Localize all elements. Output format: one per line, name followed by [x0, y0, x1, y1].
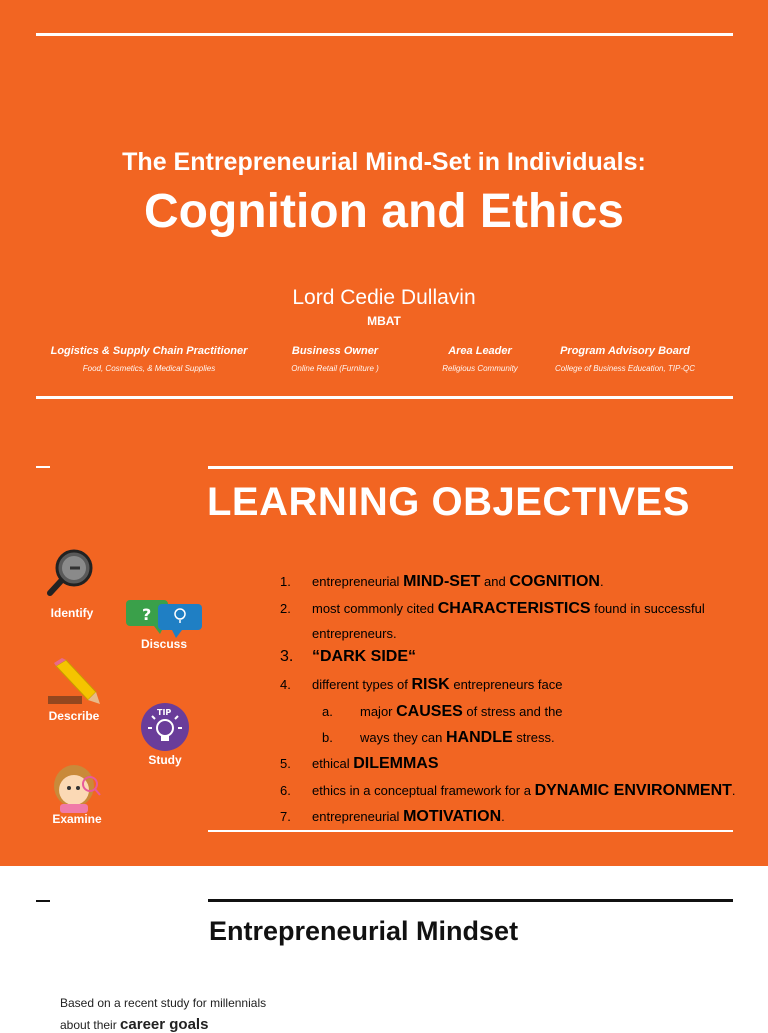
mindset-title: Entrepreneurial Mindset: [209, 916, 519, 946]
slide-title: Cognition and Ethics: [144, 185, 624, 238]
list-item: [280, 755, 439, 773]
slide-marker: [36, 900, 50, 902]
lightbulb-tip-icon: [140, 702, 190, 752]
item-keyword: CHARACTERISTICS: [437, 600, 591, 617]
item-number: 6.: [280, 783, 291, 798]
item-text: of stress and the: [462, 704, 563, 719]
mindset-text-line2: [60, 1016, 208, 1033]
text-keyword: career goals: [120, 1016, 209, 1033]
slide-subtitle: The Entrepreneurial Mind-Set in Individuals:: [122, 148, 646, 176]
svg-text:?: ?: [142, 605, 152, 624]
item-text: entrepreneurial: [312, 809, 404, 824]
item-text: and: [480, 574, 510, 589]
item-text: most commonly cited: [312, 601, 438, 616]
item-text: ethical: [312, 756, 354, 771]
item-text: .: [501, 809, 505, 824]
girl-examine-icon: [50, 762, 104, 814]
sub-list-item: [322, 729, 555, 747]
role-advisory-board: [545, 345, 705, 373]
role-sub: Food, Cosmetics, & Medical Supplies: [82, 364, 216, 373]
study-label: Study: [148, 753, 182, 767]
role-title: Area Leader: [448, 345, 512, 357]
role-logistics: [44, 345, 254, 373]
slide-marker: [36, 466, 50, 468]
item-text: entrepreneurs face: [449, 677, 563, 692]
item-text: major: [360, 704, 397, 719]
objectives-title: LEARNING OBJECTIVES: [207, 480, 690, 524]
role-area-leader: [420, 345, 540, 373]
role-sub: Online Retail (Furniture ): [291, 364, 379, 373]
item-keyword: COGNITION: [509, 573, 600, 590]
list-item: [280, 648, 416, 666]
item-keyword: DILEMMAS: [353, 755, 439, 772]
magnifier-icon: [44, 546, 100, 598]
item-keyword: HANDLE: [446, 729, 513, 746]
author-name: Lord Cedie Dullavin: [292, 286, 476, 309]
top-divider: [208, 899, 733, 902]
list-item: [280, 676, 562, 694]
title-slide: [0, 0, 768, 434]
role-sub: College of Business Education, TIP-QC: [554, 364, 696, 373]
text-fragment: about their: [60, 1018, 121, 1032]
mindset-slide: [0, 866, 768, 1033]
item-text: found in successful: [590, 601, 705, 616]
top-divider: [36, 33, 733, 36]
item-keyword: “DARK SIDE“: [312, 648, 417, 665]
list-item: [280, 782, 736, 800]
item-number: b.: [322, 730, 333, 745]
item-number: 4.: [280, 677, 291, 692]
top-divider: [208, 466, 733, 469]
item-keyword: MOTIVATION: [403, 808, 502, 825]
item-keyword: CAUSES: [396, 703, 463, 720]
mindset-text: Based on a recent study for millennials: [60, 996, 267, 1010]
item-number: 3.: [280, 648, 294, 665]
item-text: different types of: [312, 677, 412, 692]
pencil-icon: [44, 656, 104, 708]
discuss-label: Discuss: [140, 637, 188, 651]
role-title: Program Advisory Board: [560, 345, 690, 357]
list-item: [280, 573, 604, 591]
identify-label: Identify: [50, 606, 94, 620]
discuss-bubbles-icon: [124, 598, 204, 638]
list-item: [280, 600, 705, 618]
item-text: stress.: [512, 730, 555, 745]
item-keyword: RISK: [411, 676, 450, 693]
item-keyword: DYNAMIC ENVIRONMENT: [534, 782, 732, 799]
bottom-divider: [36, 396, 733, 399]
list-item-continuation: entrepreneurs.: [312, 626, 397, 641]
role-business-owner: [265, 345, 405, 373]
describe-label: Describe: [48, 709, 100, 723]
item-text: .: [731, 783, 736, 798]
item-number: 5.: [280, 756, 291, 771]
author-degree: MBAT: [367, 314, 401, 328]
item-number: 2.: [280, 601, 291, 616]
list-item: [280, 808, 505, 826]
role-title: Logistics & Supply Chain Practitioner: [50, 345, 248, 357]
item-text: ways they can: [360, 730, 446, 745]
tip-text: TIP: [157, 708, 172, 717]
item-text: .: [599, 574, 604, 589]
item-text: entrepreneurial: [312, 574, 404, 589]
item-text: ethics in a conceptual framework for a: [312, 783, 535, 798]
item-keyword: MIND-SET: [403, 573, 481, 590]
item-number: a.: [322, 704, 333, 719]
sub-list-item: [322, 703, 563, 721]
role-sub: Religious Community: [442, 364, 518, 373]
item-number: 1.: [280, 574, 291, 589]
examine-label: Examine: [52, 812, 102, 826]
objectives-bottom-divider: [208, 830, 733, 832]
item-number: 7.: [280, 809, 291, 824]
role-title: Business Owner: [291, 345, 379, 357]
